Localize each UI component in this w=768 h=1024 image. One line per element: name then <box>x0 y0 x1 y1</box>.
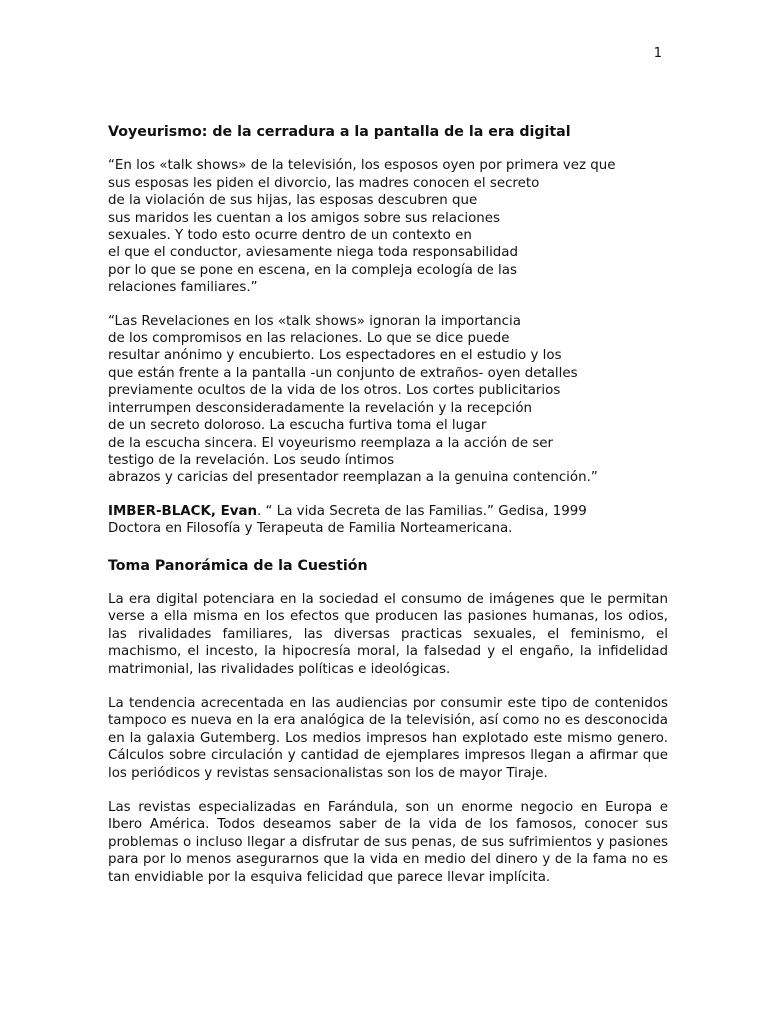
quote-line: que están frente a la pantalla -un conjunto de extraños- oyen detalles <box>108 365 578 381</box>
quote-line: de un secreto doloroso. La escucha furtiva toma el lugar <box>108 418 487 434</box>
quote-line: resultar anónimo y encubierto. Los espectadores en el estudio y los <box>108 348 562 364</box>
body-paragraph: La tendencia acrecentada en las audiencias por consumir este tipo de contenidos tampoco es nueva en la era analógica de la televisión, así como no es desconocida en la galaxia Gutemberg. Los medios impresos han explotado este mismo genero. Cálculos sobre circulación y cantidad de ejemplares impresos llegan a afirmar que los periódicos y revistas sensacionalistas son los de mayor Tiraje. <box>108 695 668 781</box>
quote-block-2 <box>108 313 668 487</box>
quote-line: interrumpen desconsideradamente la revelación y la recepción <box>108 400 533 416</box>
quote-line: el que el conductor, aviesamente niega toda responsabilidad <box>108 245 519 261</box>
body-paragraph: Las revistas especializadas en Farándula, son un enorme negocio en Europa e Ibero América. Todos deseamos saber de la vida de los famosos, conocer sus problemas o incluso llegar a disfrutar de sus penas, de sus sufrimientos y pasiones para por lo menos asegurarnos que la vida en medio del dinero y de la fama no es tan envidiable por la esquiva felicidad que parece llevar implícita. <box>108 800 668 885</box>
quote-line: por lo que se pone en escena, en la compleja ecología de las <box>108 262 517 278</box>
quote-line: abrazos y caricias del presentador reemplazan a la genuina contención.” <box>108 470 598 486</box>
quote-line: testigo de la revelación. Los seudo íntimos <box>108 452 395 468</box>
quote-line: previamente ocultos de la vida de los otros. Los cortes publicitarios <box>108 383 561 399</box>
body-paragraph: La era digital potenciara en la sociedad el consumo de imágenes que le permitan verse a ella misma en los efectos que producen las pasiones humanas, los odios, las rivalidades familiares, las diversas practicas sexuales, el feminismo, el machismo, el incesto, la hipocresía moral, la falsedad y el engaño, la infidelidad matrimonial, las rivalidades políticas e ideológicas. <box>108 591 668 677</box>
quote-line: de los compromisos en las relaciones. Lo que se dice puede <box>108 331 510 347</box>
quote-line: relaciones familiares.” <box>108 280 258 296</box>
citation-author: IMBER-BLACK, Evan <box>108 503 258 519</box>
page-number: 1 <box>653 46 662 61</box>
document-title: Voyeurismo: de la cerradura a la pantalla de la era digital <box>108 124 571 140</box>
quote-line: sexuales. Y todo esto ocurre dentro de un contexto en <box>108 228 472 244</box>
quote-line: sus maridos les cuentan a los amigos sobre sus relaciones <box>108 210 500 226</box>
quote-line: “Las Revelaciones en los «talk shows» ignoran la importancia <box>108 313 521 329</box>
citation-line-2: Doctora en Filosofía y Terapeuta de Familia Norteamericana. <box>108 521 513 537</box>
section-heading: Toma Panorámica de la Cuestión <box>108 557 368 574</box>
quote-block-1 <box>108 157 668 296</box>
quote-line: “En los «talk shows» de la televisión, los esposos oyen por primera vez que <box>108 158 616 174</box>
document-body <box>108 124 668 903</box>
citation-line-1 <box>108 503 668 520</box>
citation <box>108 503 668 538</box>
quote-line: de la violación de sus hijas, las esposas descubren que <box>108 193 478 209</box>
citation-reference: . “ La vida Secreta de las Familias.” Gedisa, 1999 <box>257 503 587 519</box>
quote-line: de la escucha sincera. El voyeurismo reemplaza a la acción de ser <box>108 435 554 451</box>
quote-line: sus esposas les piden el divorcio, las madres conocen el secreto <box>108 175 540 191</box>
